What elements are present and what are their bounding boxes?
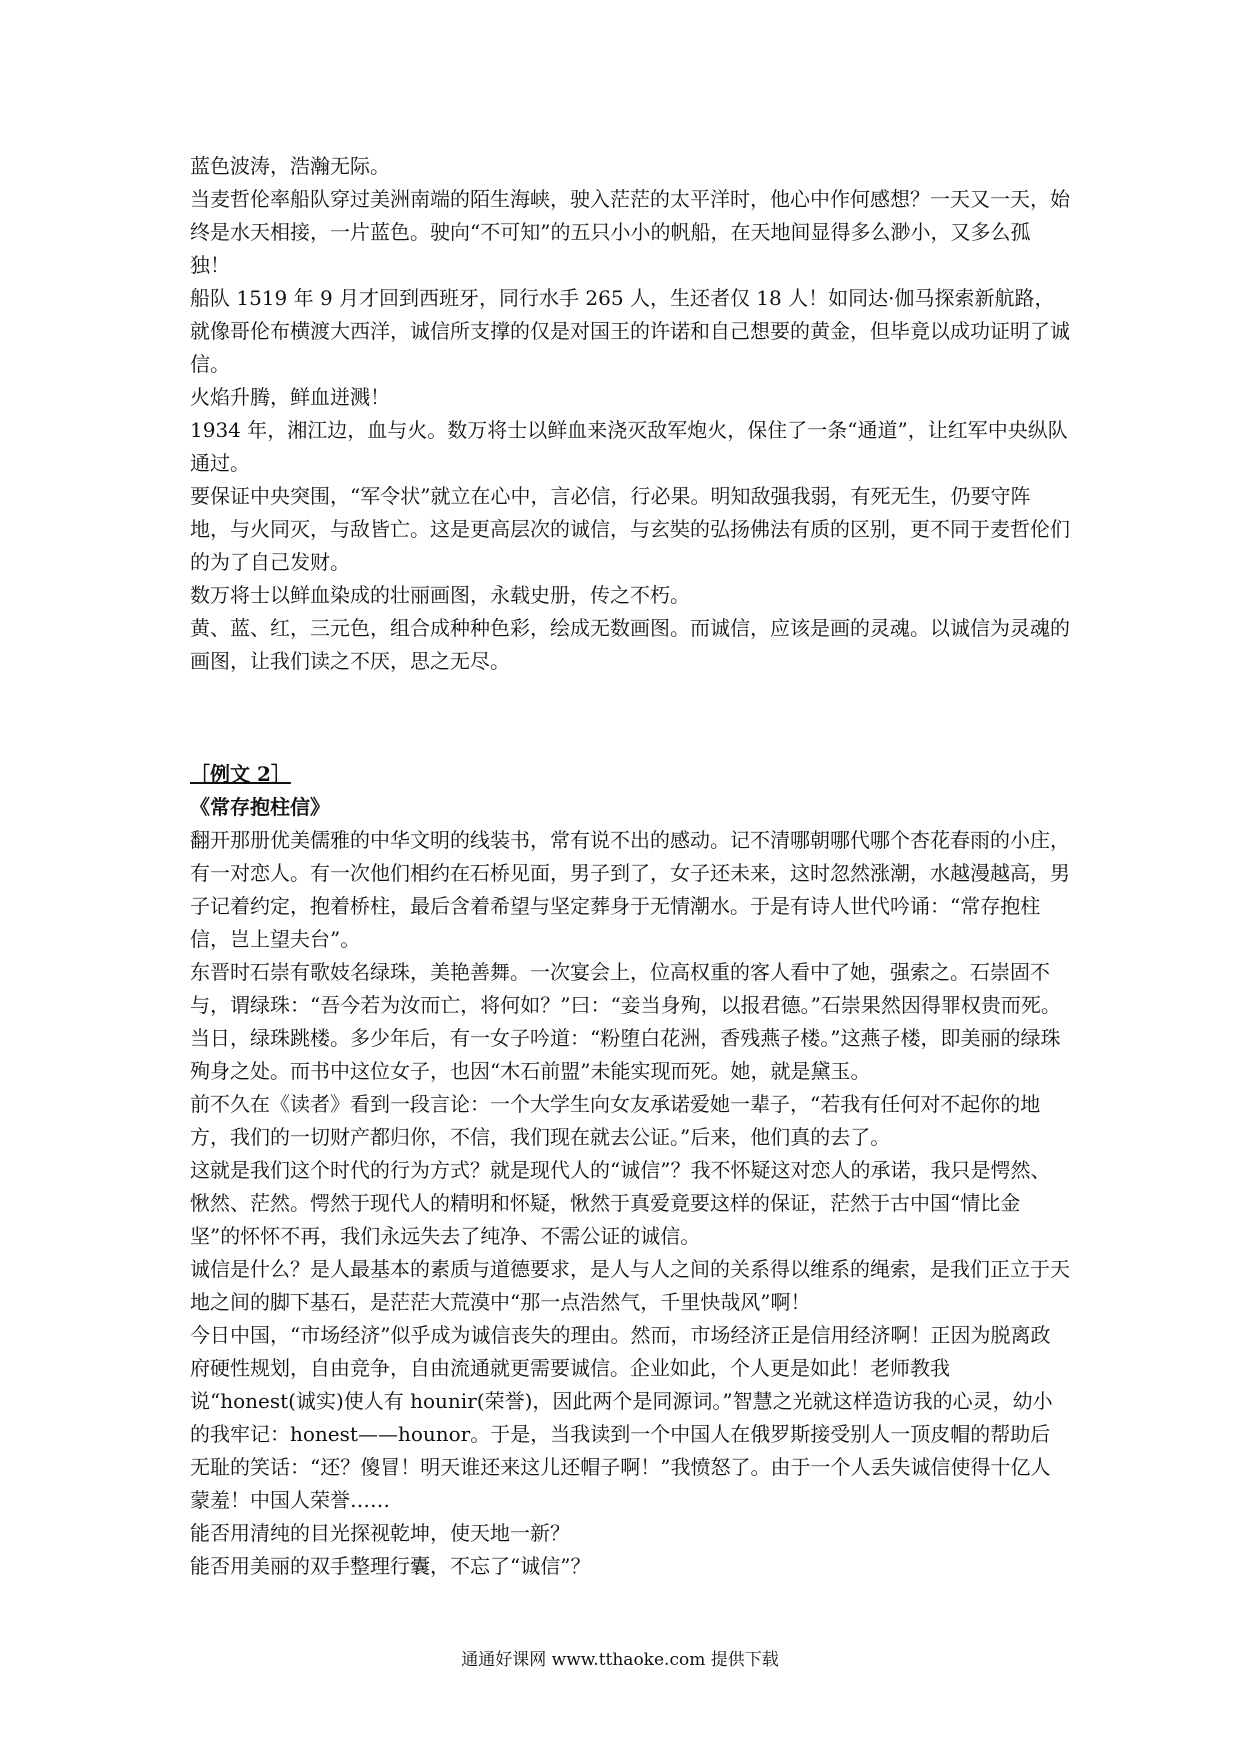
- document-body: [190, 150, 1070, 1583]
- paragraph: 东晋时石崇有歌妓名绿珠，美艳善舞。一次宴会上，位高权重的客人看中了她，强索之。石崇固不与，谓绿珠：“吾今若为汝而亡，将何如？”曰：“妾当身殉，以报君德。”石崇果然因得罪权贵而死。当日，绿珠跳楼。多少年后，有一女子吟道：“粉堕白花洲，香残燕子楼。”这燕子楼，即美丽的绿珠殉身之处。而书中这位女子，也因“木石前盟”未能实现而死。她，就是黛玉。: [190, 960, 1061, 1083]
- paragraph: 前不久在《读者》看到一段言论：一个大学生向女友承诺爱她一辈子，“若我有任何对不起你的地方，我们的一切财产都归你，不信，我们现在就去公证。”后来，他们真的去了。: [190, 1092, 1041, 1149]
- paragraph: 诚信是什么？是人最基本的素质与道德要求，是人与人之间的关系得以维系的绳索，是我们正立于天地之间的脚下基石，是茫茫大荒漠中“那一点浩然气，千里快哉风”啊！: [190, 1257, 1070, 1314]
- paragraph: 火焰升腾，鲜血迸溅！: [190, 385, 390, 409]
- paragraph: 当麦哲伦率船队穿过美洲南端的陌生海峡，驶入茫茫的太平洋时，他心中作何感想？一天又一天，始终是水天相接，一片蓝色。驶向“不可知”的五只小小的帆船，在天地间显得多么渺小，又多么孤独！: [190, 187, 1070, 277]
- paragraph: 船队 1519 年 9 月才回到西班牙，同行水手 265 人，生还者仅 18 人！如同达·伽马探索新航路，就像哥伦布横渡大西洋，诚信所支撑的仅是对国王的许诺和自己想要的黄金，但毕竟以成功证明了诚信。: [190, 286, 1070, 376]
- paragraph: 能否用美丽的双手整理行囊，不忘了“诚信”？: [190, 1554, 591, 1578]
- essay-title: 《常存抱柱信》: [190, 795, 330, 819]
- example-heading: ［例文 2］: [190, 762, 291, 786]
- paragraph: 数万将士以鲜血染成的壮丽画图，永载史册，传之不朽。: [190, 583, 690, 607]
- paragraph: 要保证中央突围，“军令状”就立在心中，言必信，行必果。明知敌强我弱，有死无生，仍要守阵地，与火同灭，与敌皆亡。这是更高层次的诚信，与玄奘的弘扬佛法有质的区别，更不同于麦哲伦们的为了自己发财。: [190, 484, 1070, 574]
- paragraph: 黄、蓝、红，三元色，组合成种种色彩，绘成无数画图。而诚信，应该是画的灵魂。以诚信为灵魂的画图，让我们读之不厌，思之无尽。: [190, 616, 1070, 673]
- paragraph: 蓝色波涛，浩瀚无际。: [190, 154, 390, 178]
- paragraph: 能否用清纯的目光探视乾坤，使天地一新？: [190, 1521, 570, 1545]
- paragraph: 这就是我们这个时代的行为方式？就是现代人的“诚信”？我不怀疑这对恋人的承诺，我只是愕然、愀然、茫然。愕然于现代人的精明和怀疑，愀然于真爱竟要这样的保证，茫然于古中国“情比金坚”的怀怀不再，我们永远失去了纯净、不需公证的诚信。: [190, 1158, 1051, 1248]
- paragraph: 翻开那册优美儒雅的中华文明的线装书，常有说不出的感动。记不清哪朝哪代哪个杏花春雨的小庄，有一对恋人。有一次他们相约在石桥见面，男子到了，女子还未来，这时忽然涨潮，水越漫越高，男子记着约定，抱着桥柱，最后含着希望与坚定葬身于无情潮水。于是有诗人世代吟诵：“常存抱柱信，岂上望夫台”。: [190, 828, 1070, 951]
- page-footer: 通通好课网 www.tthaoke.com 提供下载: [461, 1650, 779, 1670]
- paragraph: 今日中国，“市场经济”似乎成为诚信丧失的理由。然而，市场经济正是信用经济啊！正因为脱离政府硬性规划，自由竞争，自由流通就更需要诚信。企业如此，个人更是如此！老师教我说“honest(诚实)使人有 hounir(荣誉)，因此两个是同源词。”智慧之光就这样造访我的心灵，幼小的我牢记：honest——hounor。于是，当我读到一个中国人在俄罗斯接受别人一顶皮帽的帮助后无耻的笑话：“还？傻冒！明天谁还来这儿还帽子啊！”我愤怒了。由于一个人丢失诚信使得十亿人蒙羞！中国人荣誉……: [190, 1323, 1053, 1512]
- section-spacer: [190, 678, 1070, 758]
- paragraph: 1934 年，湘江边，血与火。数万将士以鲜血来浇灭敌军炮火，保住了一条“通道”，让红军中央纵队通过。: [190, 418, 1068, 475]
